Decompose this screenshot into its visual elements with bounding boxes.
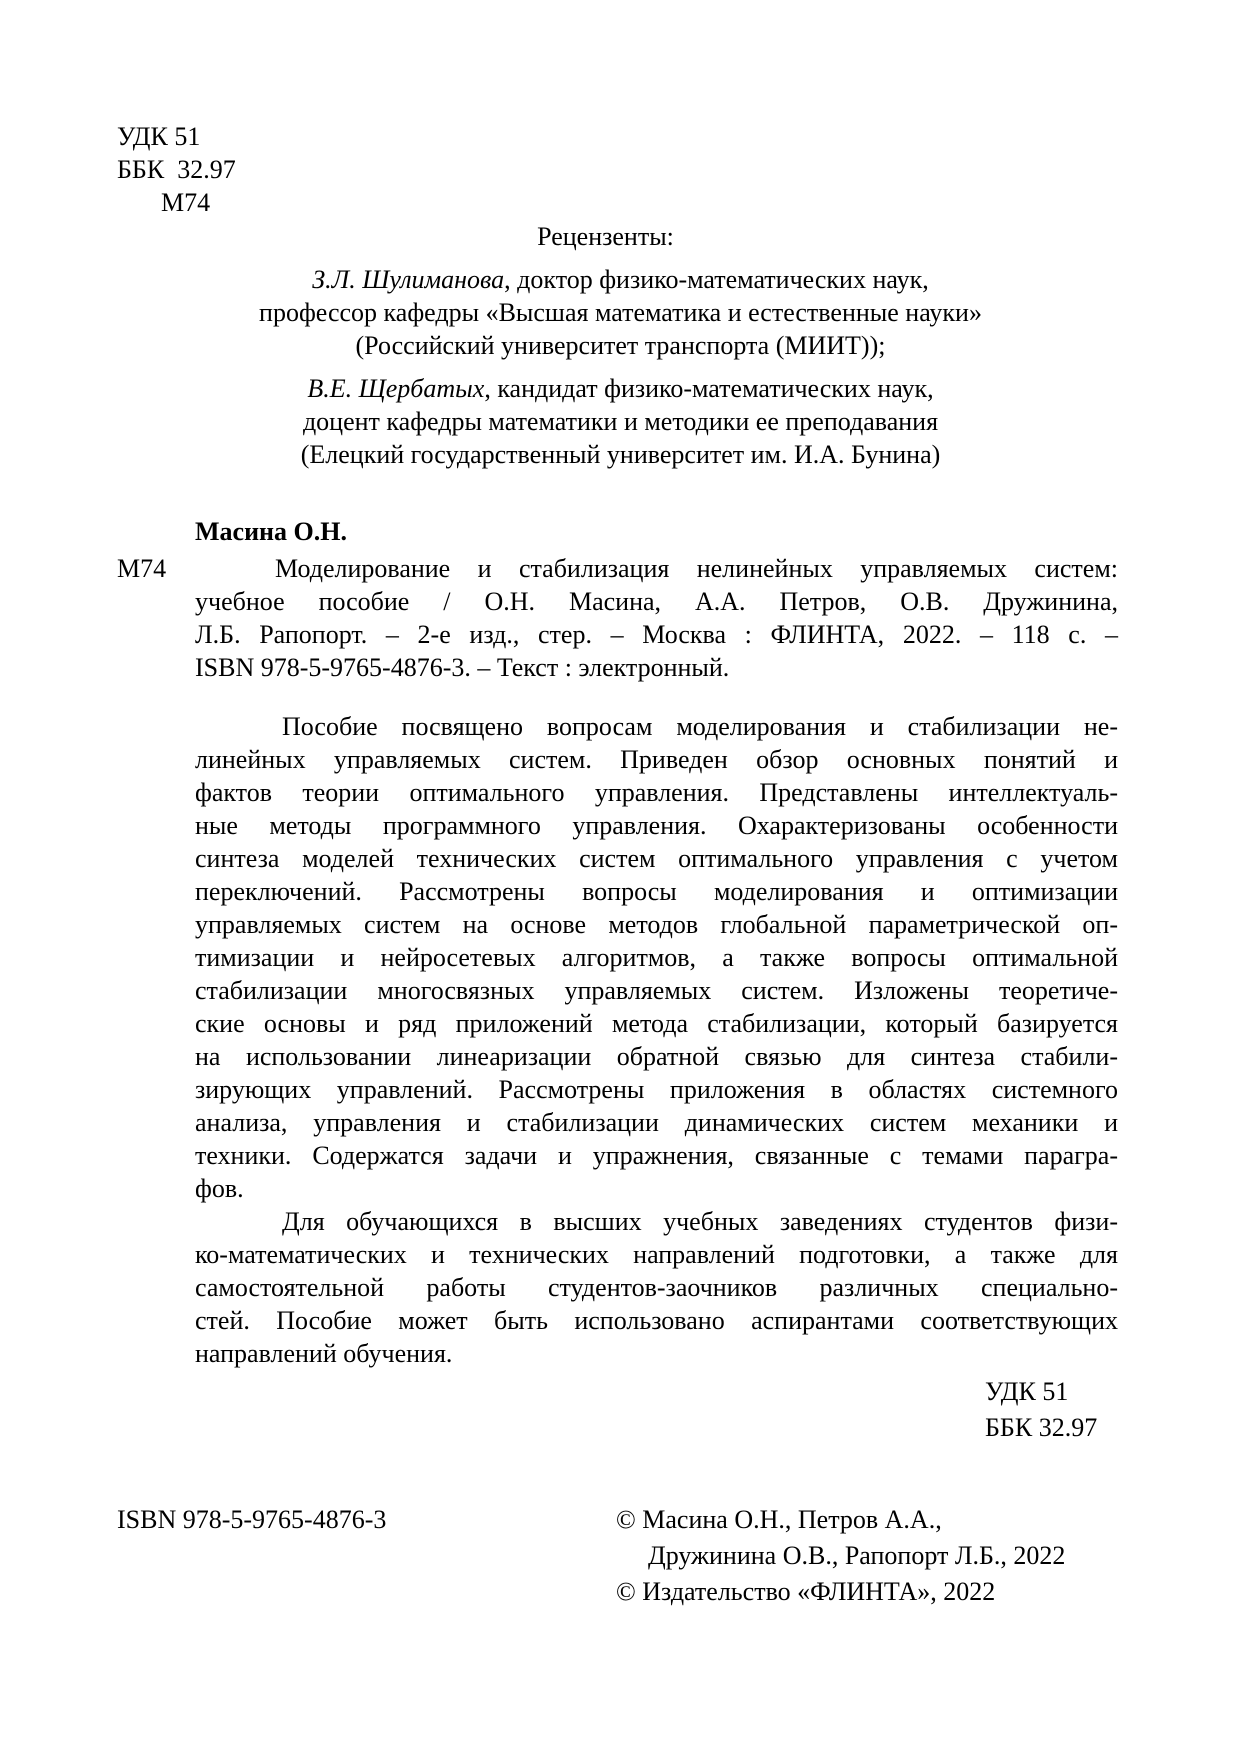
reviewers-section — [195, 220, 1046, 471]
abstract-paragraph-2: Для обучающихся в высших учебных заведениях студентов физи- ко-математических и технических направлений подготовки, а также для самостоятельной работы студентов-заочников различных специально- стей. Пособие может быть использовано аспирантами соответствующих направлений обучения. — [195, 1207, 1118, 1368]
reviewer-1-name: З.Л. Шулиманова — [312, 265, 505, 294]
reviewer-2-position: доцент кафедры математики и методики ее преподавания — [302, 407, 939, 436]
classification-top — [117, 120, 236, 219]
reviewer-1-position: профессор кафедры «Высшая математика и естественные науки» — [259, 298, 982, 327]
udk-code: УДК 51 — [117, 122, 201, 151]
copyright-block — [616, 1503, 1065, 1608]
author-mark: М74 — [161, 188, 211, 217]
reviewers-heading: Рецензенты: — [537, 222, 674, 251]
abstract-paragraph-1: Пособие посвящено вопросам моделирования и стабилизации не- линейных управляемых систем. Приведен обзор основных понятий и фактов теории оптимального управления. Представлены интеллектуаль- ные методы программного управления. Охарактеризованы особенности синтеза моделей технических систем оптимального управления с учетом переключений. Рассмотрены вопросы моделирования и оптимизации управляемых систем на основе методов глобальной параметрической оп- тимизации и нейросетевых алгоритмов, а также вопросы оптимальной стабилизации многосвязных управляемых систем. Изложены теоретиче- ские основы и ряд приложений метода стабилизации, который базируется на использовании линеаризации обратной связью для синтеза стабили- зирующих управлений. Рассмотрены приложения в областях системного анализа, управления и стабилизации динамических систем механики и техники. Содержатся задачи и упражнения, связанные с темами парагра- фов. — [195, 712, 1118, 1203]
reviewer-1-affiliation: (Российский университет транспорта (МИИТ)); — [355, 331, 886, 360]
catalog-author: Масина О.Н. — [195, 517, 347, 546]
isbn: ISBN 978-5-9765-4876-3 — [117, 1505, 387, 1534]
catalog-mark: М74 — [117, 554, 167, 583]
catalog-line-1: Моделирование и стабилизация нелинейных управляемых систем: — [275, 554, 1118, 583]
catalog-record — [195, 552, 1118, 684]
catalog-line-3: Л.Б. Рапопорт. – 2-е изд., стер. – Москва : ФЛИНТА, 2022. – 118 с. – — [195, 620, 1118, 649]
udk-code-bottom: УДК 51 — [985, 1377, 1069, 1406]
reviewer-2-title: , кандидат физико-математических наук, — [484, 374, 934, 403]
reviewer-1 — [195, 263, 1046, 362]
copyright-authors-cont: Дружинина О.В., Рапопорт Л.Б., 2022 — [648, 1541, 1066, 1570]
reviewer-2 — [195, 372, 1046, 471]
catalog-line-4: ISBN 978-5-9765-4876-3. – Текст : электронный. — [195, 653, 730, 682]
classification-bottom — [985, 1375, 1097, 1444]
reviewer-2-affiliation: (Елецкий государственный университет им. И.А. Бунина) — [300, 440, 941, 469]
bbk-code-bottom: ББК 32.97 — [985, 1413, 1098, 1442]
catalog-line-2: учебное пособие / О.Н. Масина, А.А. Петров, О.В. Дружинина, — [195, 587, 1118, 616]
reviewer-2-name: В.Е. Щербатых — [307, 374, 485, 403]
abstract — [195, 710, 1118, 1370]
reviewer-1-title: , доктор физико-математических наук, — [504, 265, 929, 294]
copyright-authors: © Масина О.Н., Петров А.А., — [616, 1505, 942, 1534]
copyright-publisher: © Издательство «ФЛИНТА», 2022 — [616, 1577, 996, 1606]
bbk-code: ББК 32.97 — [117, 155, 236, 184]
